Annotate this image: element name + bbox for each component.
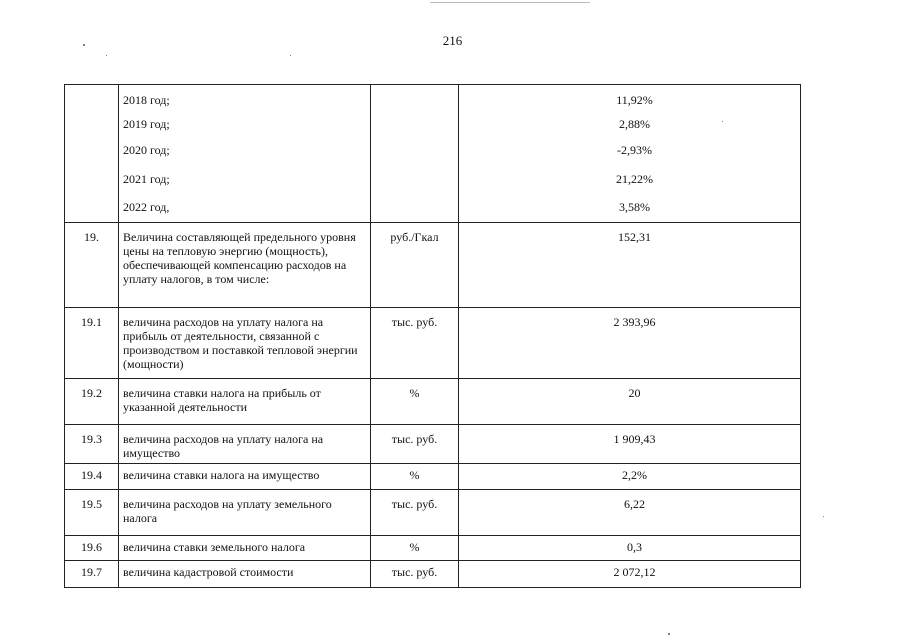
row-unit: тыс. руб. bbox=[371, 561, 459, 588]
table-row bbox=[65, 223, 801, 308]
table-row-years bbox=[65, 85, 801, 223]
row-name: величина ставки налога на имущество bbox=[119, 464, 371, 490]
row-name: величина кадастровой стоимости bbox=[119, 561, 371, 588]
row-value: 6,22 bbox=[459, 490, 801, 536]
row-value: 20 bbox=[459, 379, 801, 425]
row-number: 19.1 bbox=[65, 308, 119, 379]
row-number: 19. bbox=[65, 223, 119, 308]
row-value: 2,2% bbox=[459, 464, 801, 490]
row-number: 19.4 bbox=[65, 464, 119, 490]
table-row bbox=[65, 490, 801, 536]
year-label: 2020 год; bbox=[123, 143, 170, 157]
scan-speck bbox=[106, 55, 107, 56]
year-value: 11,92% bbox=[616, 93, 653, 107]
row-unit: руб./Гкал bbox=[371, 223, 459, 308]
row-number: 19.5 bbox=[65, 490, 119, 536]
row-unit: % bbox=[371, 536, 459, 561]
year-value: 2,88% bbox=[619, 117, 650, 131]
year-value: 21,22% bbox=[616, 172, 653, 186]
row-unit: % bbox=[371, 379, 459, 425]
table-row bbox=[65, 561, 801, 588]
scan-speck bbox=[823, 516, 824, 517]
row-name: величина расходов на уплату налога на прибыль от деятельности, связанной с производством и поставкой тепловой энергии (мощности) bbox=[119, 308, 371, 379]
tariff-table bbox=[64, 84, 801, 588]
scan-speck bbox=[290, 55, 291, 56]
year-values-cell bbox=[459, 85, 801, 223]
year-labels-cell bbox=[119, 85, 371, 223]
page-number: 216 bbox=[442, 33, 463, 48]
row-unit: тыс. руб. bbox=[371, 425, 459, 464]
row-value: 0,3 bbox=[459, 536, 801, 561]
row-unit: тыс. руб. bbox=[371, 308, 459, 379]
scan-speck bbox=[668, 633, 670, 635]
row-value: 2 393,96 bbox=[459, 308, 801, 379]
row-name: величина расходов на уплату налога на имущество bbox=[119, 425, 371, 464]
year-label: 2021 год; bbox=[123, 172, 170, 186]
row-value: 152,31 bbox=[459, 223, 801, 308]
year-value: -2,93% bbox=[617, 143, 652, 157]
row-name: величина ставки налога на прибыль от указанной деятельности bbox=[119, 379, 371, 425]
year-label: 2019 год; bbox=[123, 117, 170, 131]
year-value: 3,58% bbox=[619, 200, 650, 214]
row-unit: % bbox=[371, 464, 459, 490]
row-number: 19.7 bbox=[65, 561, 119, 588]
table-row bbox=[65, 379, 801, 425]
scan-artifact bbox=[430, 2, 590, 3]
row-value: 2 072,12 bbox=[459, 561, 801, 588]
row-unit: тыс. руб. bbox=[371, 490, 459, 536]
row-name: Величина составляющей предельного уровня цены на тепловую энергию (мощность), обеспечивающей компенсацию расходов на уплату налогов, в том числе: bbox=[119, 223, 371, 308]
table-row bbox=[65, 536, 801, 561]
unit-cell bbox=[371, 85, 459, 223]
table-row bbox=[65, 425, 801, 464]
year-label: 2022 год, bbox=[123, 200, 170, 214]
table-row bbox=[65, 308, 801, 379]
row-number: 19.3 bbox=[65, 425, 119, 464]
row-number: 19.6 bbox=[65, 536, 119, 561]
row-value: 1 909,43 bbox=[459, 425, 801, 464]
row-name: величина ставки земельного налога bbox=[119, 536, 371, 561]
table-row bbox=[65, 464, 801, 490]
row-number-cell bbox=[65, 85, 119, 223]
row-number: 19.2 bbox=[65, 379, 119, 425]
year-label: 2018 год; bbox=[123, 93, 170, 107]
row-name: величина расходов на уплату земельного налога bbox=[119, 490, 371, 536]
